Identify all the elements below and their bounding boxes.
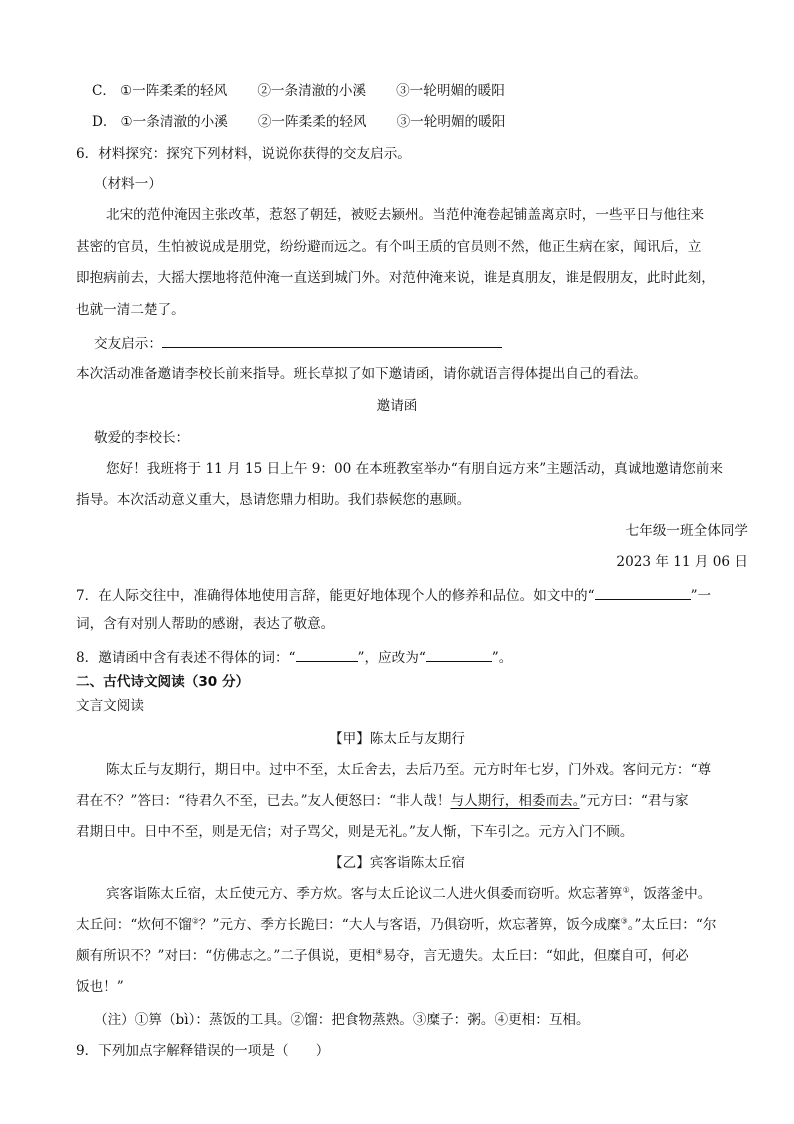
- q7-text-end: ”一: [690, 588, 712, 604]
- q6-answer-label: 交友启示：: [94, 336, 162, 352]
- option-c-3: ③一轮明媚的暖阳: [396, 83, 505, 99]
- jia-text: 君期日中。日中不至，则是无信；对子骂父，则是无礼。”友人惭，下车引之。元方入门不顾。: [76, 824, 634, 840]
- jia-text: [76, 791, 689, 811]
- option-d: [92, 112, 505, 132]
- yi-text-b: ？”元方、季方长跪曰：“大人与客语，乃俱窃听，炊忘著箅，饭今成糜: [198, 917, 621, 933]
- q6-material-line: 即抱病前去，大摇大摆地将范仲淹一直送到城门外。对范仲淹来说，谁是真朋友，谁是假朋友，此时此刻，: [76, 270, 715, 286]
- letter-salutation: 敬爱的李校长：: [94, 430, 190, 446]
- jia-underlined-sentence: 与人期行，相委而去。: [450, 793, 580, 809]
- section-heading: 二、古代诗文阅读（30 分）: [76, 674, 250, 690]
- q6-material-line: 也就一清二楚了。: [76, 302, 185, 318]
- q8-blank-1[interactable]: [296, 646, 358, 662]
- yi-text: [106, 884, 711, 904]
- letter-body: 指导。本次活动意义重大，恳请您鼎力相助。我们恭候您的惠顾。: [76, 492, 471, 508]
- notes: （注）①箅（bì）：蒸饭的工具。②馏：把食物蒸熟。③糜子：粥。④更相：互相。: [94, 1012, 590, 1028]
- yi-text: [76, 946, 689, 966]
- yi-text: 饭也！”: [76, 979, 124, 995]
- yi-text-a: 宾客诣陈太丘宿，太丘使元方、季方炊。客与太丘论议二人进火俱委而窃听。炊忘著箅: [106, 886, 623, 902]
- option-d-label: D．: [92, 114, 117, 130]
- q8-blank-2[interactable]: [426, 646, 492, 662]
- yi-text-a: 太丘问：“炊何不馏: [76, 917, 192, 933]
- q8-line: [76, 646, 512, 668]
- yi-text-b: 易夺，言无遗失。太丘曰：“如此，但糜自可，何必: [382, 948, 689, 964]
- option-c: [92, 81, 505, 101]
- q6-material-label: （材料一）: [94, 176, 162, 192]
- jia-title: 【甲】陈太丘与友期行: [329, 731, 465, 747]
- q6-material-line: 甚密的官员，生怕被说成是朋党，纷纷避而远之。有个叫王质的官员则不然，他正生病在家，闻讯后，立: [76, 239, 702, 255]
- yi-title: 【乙】宾客诣陈太丘宿: [329, 855, 465, 871]
- q8-text: 8．邀请函中含有表述不得体的词：“: [76, 650, 296, 666]
- yi-text-a: 颇有所识不？”对曰：“仿佛志之。”二子俱说，更相: [76, 948, 376, 964]
- letter-body: 您好！我班将于 11 月 15 日上午 9：00 在本班教室举办“有朋自远方来”主题活动，真诚地邀请您前来: [106, 461, 723, 477]
- letter-title: 邀请函: [376, 398, 418, 414]
- q8-text-mid: ”，应改为“: [357, 650, 426, 666]
- q9-stem: 9．下列加点字解释错误的一项是（ ）: [76, 1043, 330, 1059]
- option-d-3: ③一轮明媚的暖阳: [396, 114, 506, 130]
- footnote-marker: ①: [622, 885, 630, 895]
- q7-line: [76, 584, 711, 606]
- q6-answer-blank[interactable]: [162, 332, 502, 348]
- q6-stem: 6．材料探究：探究下列材料，说说你获得的交友启示。: [76, 146, 411, 162]
- jia-text-a: 君在不？”答曰：“待君久不至，已去。”友人便怒曰：“非人哉！: [76, 793, 451, 809]
- footnote-marker: ④: [375, 947, 383, 957]
- jia-text-b: ”元方曰：“君与家: [579, 793, 689, 809]
- option-c-1: ①一阵柔柔的轻风: [120, 83, 228, 99]
- q7-blank[interactable]: [595, 584, 691, 600]
- q7-line2: 词，含有对别人帮助的感谢，表达了敬意。: [76, 616, 335, 632]
- option-c-label: C．: [92, 83, 116, 99]
- option-d-1: ①一条清澈的小溪: [120, 114, 228, 130]
- yi-text-c: 。”太丘曰：“尔: [627, 917, 717, 933]
- option-c-2: ②一条清澈的小溪: [257, 83, 367, 99]
- yi-text: [76, 915, 716, 935]
- jia-text: 陈太丘与友期行，期日中。过中不至，太丘舍去，去后乃至。元方时年七岁，门外戏。客问元方：“尊: [106, 762, 712, 778]
- footnote-marker: ②: [191, 916, 199, 926]
- q6-material-line: 北宋的范仲淹因主张改革，惹怒了朝廷，被贬去颍州。当范仲淹卷起铺盖离京时，一些平日与他往来: [106, 207, 705, 223]
- option-d-2: ②一阵柔柔的轻风: [257, 114, 367, 130]
- q6-answer-row: [94, 332, 502, 354]
- q7-text: 7．在人际交往中，准确得体地使用言辞，能更好地体现个人的修养和品位。如文中的“: [76, 588, 595, 604]
- yi-text-b: ，饭落釜中。: [629, 886, 712, 902]
- section-subheading: 文言文阅读: [76, 698, 144, 714]
- intro-text: 本次活动准备邀请李校长前来指导。班长草拟了如下邀请函，请你就语言得体提出自己的看法。: [76, 366, 647, 382]
- footnote-marker: ③: [620, 916, 628, 926]
- q8-text-end: ”。: [491, 650, 513, 666]
- letter-signature: 七年级一班全体同学: [625, 523, 748, 539]
- letter-date: 2023 年 11 月 06 日: [616, 554, 748, 570]
